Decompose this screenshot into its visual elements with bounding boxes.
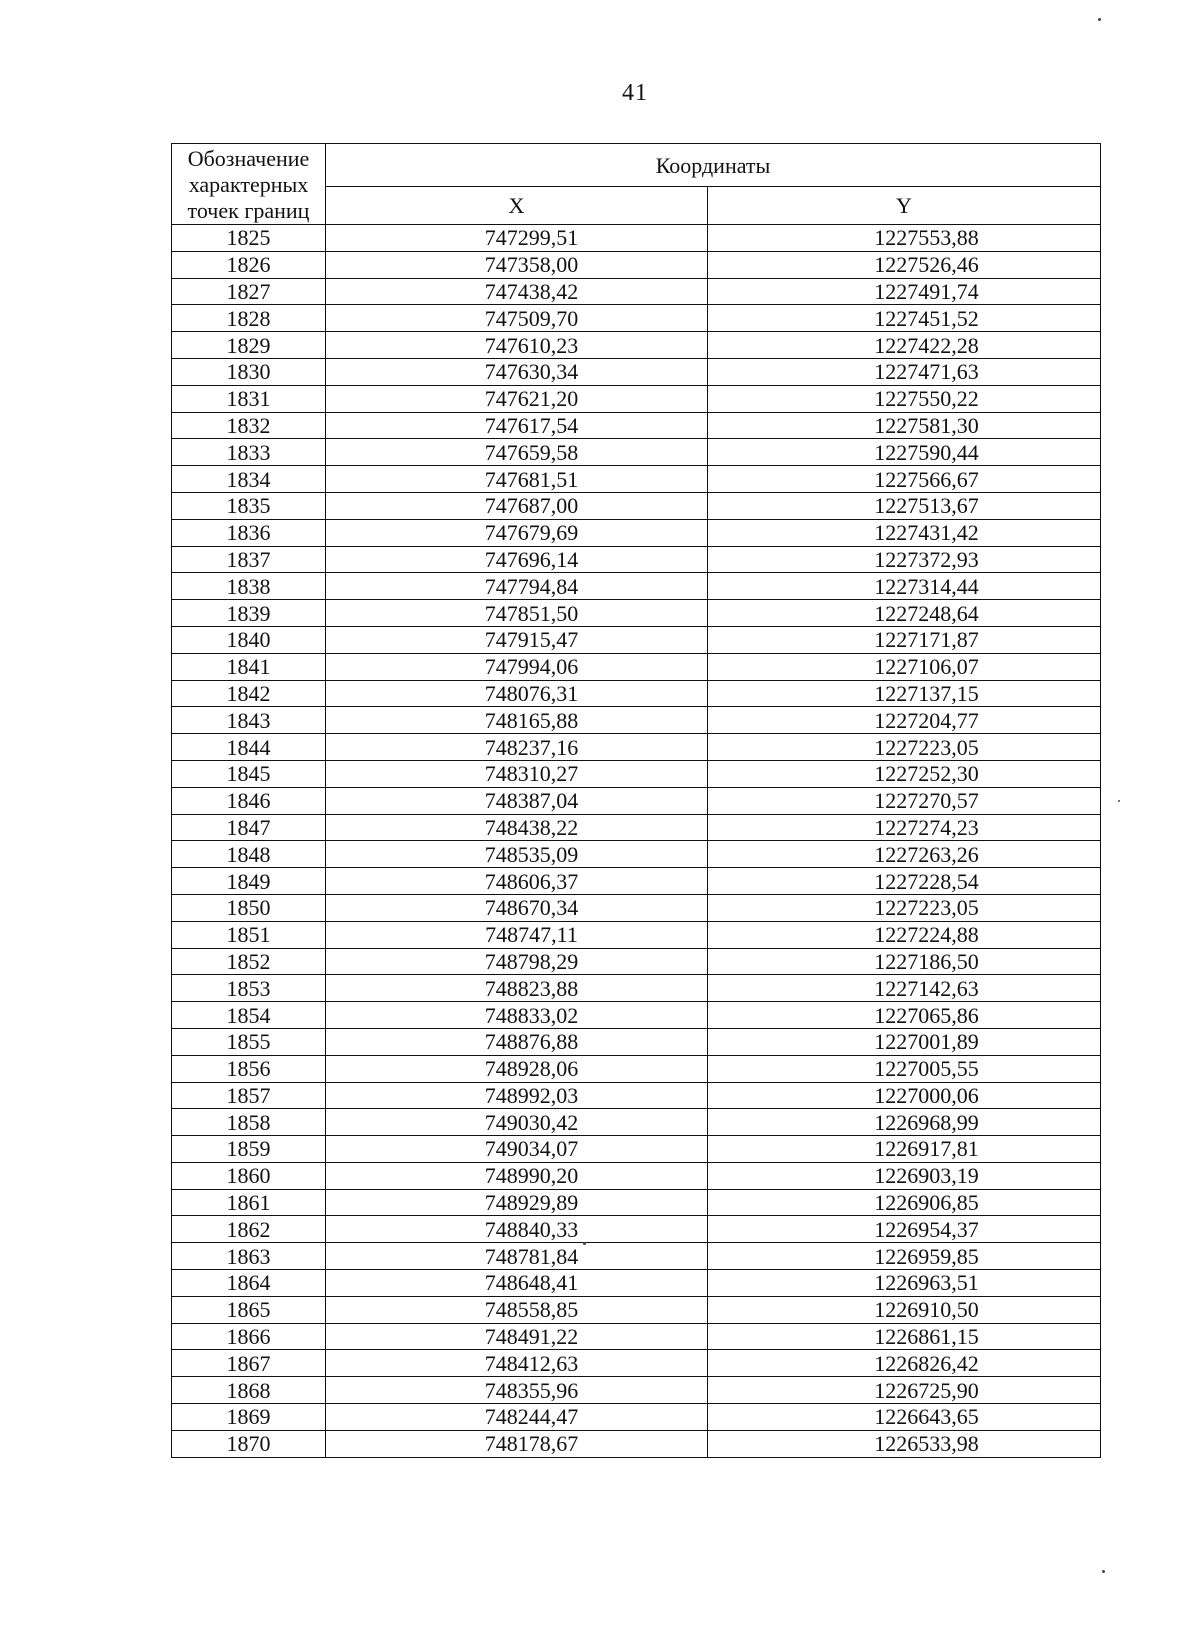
y-coordinate-cell: 1227204,77 (708, 707, 1101, 734)
x-coordinate-cell: 748670,34 (326, 894, 708, 921)
y-coordinate-cell: 1227000,06 (708, 1082, 1101, 1109)
table-row (172, 868, 1101, 895)
point-number-cell: 1831 (172, 385, 326, 412)
table-row (172, 1296, 1101, 1323)
table-row (172, 358, 1101, 385)
table-row (172, 466, 1101, 493)
point-number-cell: 1869 (172, 1404, 326, 1431)
y-coordinate-cell: 1226917,81 (708, 1136, 1101, 1163)
point-number-cell: 1860 (172, 1162, 326, 1189)
x-coordinate-cell: 748535,09 (326, 841, 708, 868)
table-row (172, 1109, 1101, 1136)
point-number-cell: 1836 (172, 519, 326, 546)
table-row (172, 1404, 1101, 1431)
y-coordinate-cell: 1227001,89 (708, 1028, 1101, 1055)
x-coordinate-cell: 748178,67 (326, 1430, 708, 1457)
x-coordinate-cell: 748491,22 (326, 1323, 708, 1350)
y-coordinate-cell: 1226903,19 (708, 1162, 1101, 1189)
point-number-cell: 1850 (172, 894, 326, 921)
x-coordinate-cell: 747681,51 (326, 466, 708, 493)
y-coordinate-cell: 1227550,22 (708, 385, 1101, 412)
table-row (172, 225, 1101, 252)
point-number-cell: 1863 (172, 1243, 326, 1270)
x-coordinate-cell: 748165,88 (326, 707, 708, 734)
x-coordinate-cell: 748747,11 (326, 921, 708, 948)
table-body (172, 225, 1101, 1458)
table-row (172, 975, 1101, 1002)
y-coordinate-cell: 1227431,42 (708, 519, 1101, 546)
point-number-cell: 1862 (172, 1216, 326, 1243)
point-number-cell: 1865 (172, 1296, 326, 1323)
y-coordinate-cell: 1227223,05 (708, 894, 1101, 921)
y-coordinate-cell: 1227422,28 (708, 332, 1101, 359)
point-number-cell: 1848 (172, 841, 326, 868)
coordinates-table (171, 143, 1101, 1458)
table-row (172, 894, 1101, 921)
x-coordinate-cell: 748558,85 (326, 1296, 708, 1323)
y-coordinate-cell: 1227005,55 (708, 1055, 1101, 1082)
point-number-cell: 1851 (172, 921, 326, 948)
table-row (172, 1189, 1101, 1216)
table-row (172, 1243, 1101, 1270)
page-number: 41 (622, 80, 648, 106)
x-coordinate-cell: 747659,58 (326, 439, 708, 466)
table-row (172, 1028, 1101, 1055)
table-row (172, 680, 1101, 707)
table-row (172, 1055, 1101, 1082)
point-number-cell: 1835 (172, 492, 326, 519)
x-coordinate-cell: 747438,42 (326, 278, 708, 305)
x-coordinate-cell: 748412,63 (326, 1350, 708, 1377)
y-coordinate-cell: 1227228,54 (708, 868, 1101, 895)
y-coordinate-cell: 1227171,87 (708, 626, 1101, 653)
y-coordinate-cell: 1227137,15 (708, 680, 1101, 707)
point-number-cell: 1856 (172, 1055, 326, 1082)
header-point-designation: Обозначение характерных точек границ (172, 144, 326, 225)
point-number-cell: 1834 (172, 466, 326, 493)
x-coordinate-cell: 747610,23 (326, 332, 708, 359)
x-coordinate-cell: 749034,07 (326, 1136, 708, 1163)
y-coordinate-cell: 1226963,51 (708, 1270, 1101, 1297)
table-row (172, 1430, 1101, 1457)
y-coordinate-cell: 1227372,93 (708, 546, 1101, 573)
x-coordinate-cell: 748310,27 (326, 760, 708, 787)
point-number-cell: 1852 (172, 948, 326, 975)
x-coordinate-cell: 747299,51 (326, 225, 708, 252)
point-number-cell: 1838 (172, 573, 326, 600)
x-coordinate-cell: 747630,34 (326, 358, 708, 385)
point-number-cell: 1829 (172, 332, 326, 359)
y-coordinate-cell: 1227223,05 (708, 734, 1101, 761)
point-number-cell: 1868 (172, 1377, 326, 1404)
x-coordinate-cell: 748876,88 (326, 1028, 708, 1055)
header-coordinates: Координаты (326, 144, 1101, 187)
table-row (172, 1082, 1101, 1109)
point-number-cell: 1854 (172, 1002, 326, 1029)
x-coordinate-cell: 748076,31 (326, 680, 708, 707)
x-coordinate-cell: 748606,37 (326, 868, 708, 895)
x-coordinate-cell: 747621,20 (326, 385, 708, 412)
table-row (172, 1216, 1101, 1243)
table-row (172, 707, 1101, 734)
x-coordinate-cell: 748438,22 (326, 814, 708, 841)
point-number-cell: 1859 (172, 1136, 326, 1163)
table-row (172, 519, 1101, 546)
y-coordinate-cell: 1226643,65 (708, 1404, 1101, 1431)
y-coordinate-cell: 1227252,30 (708, 760, 1101, 787)
point-number-cell: 1840 (172, 626, 326, 653)
x-coordinate-cell: 748992,03 (326, 1082, 708, 1109)
x-coordinate-cell: 747994,06 (326, 653, 708, 680)
point-number-cell: 1826 (172, 251, 326, 278)
x-coordinate-cell: 748781,84 (326, 1243, 708, 1270)
x-coordinate-cell: 747687,00 (326, 492, 708, 519)
table-row (172, 948, 1101, 975)
table-row (172, 412, 1101, 439)
x-coordinate-cell: 748929,89 (326, 1189, 708, 1216)
x-coordinate-cell: 747617,54 (326, 412, 708, 439)
x-coordinate-cell: 748648,41 (326, 1270, 708, 1297)
y-coordinate-cell: 1226861,15 (708, 1323, 1101, 1350)
table-row (172, 385, 1101, 412)
x-coordinate-cell: 748237,16 (326, 734, 708, 761)
table-row (172, 734, 1101, 761)
table-row (172, 1377, 1101, 1404)
header-x: X (326, 187, 708, 225)
y-coordinate-cell: 1227142,63 (708, 975, 1101, 1002)
table-row (172, 787, 1101, 814)
point-number-cell: 1837 (172, 546, 326, 573)
scan-speck (1102, 1570, 1105, 1573)
x-coordinate-cell: 748798,29 (326, 948, 708, 975)
table-row (172, 1002, 1101, 1029)
point-number-cell: 1825 (172, 225, 326, 252)
point-number-cell: 1858 (172, 1109, 326, 1136)
y-coordinate-cell: 1227274,23 (708, 814, 1101, 841)
x-coordinate-cell: 748833,02 (326, 1002, 708, 1029)
point-number-cell: 1841 (172, 653, 326, 680)
y-coordinate-cell: 1227224,88 (708, 921, 1101, 948)
y-coordinate-cell: 1227526,46 (708, 251, 1101, 278)
y-coordinate-cell: 1227513,67 (708, 492, 1101, 519)
scan-speck (1098, 18, 1101, 21)
x-coordinate-cell: 747679,69 (326, 519, 708, 546)
table-row (172, 600, 1101, 627)
x-coordinate-cell: 749030,42 (326, 1109, 708, 1136)
point-number-cell: 1857 (172, 1082, 326, 1109)
point-number-cell: 1845 (172, 760, 326, 787)
x-coordinate-cell: 747696,14 (326, 546, 708, 573)
point-number-cell: 1864 (172, 1270, 326, 1297)
table-row (172, 573, 1101, 600)
point-number-cell: 1843 (172, 707, 326, 734)
table-row (172, 1323, 1101, 1350)
point-number-cell: 1827 (172, 278, 326, 305)
point-number-cell: 1867 (172, 1350, 326, 1377)
y-coordinate-cell: 1227553,88 (708, 225, 1101, 252)
y-coordinate-cell: 1226959,85 (708, 1243, 1101, 1270)
y-coordinate-cell: 1226533,98 (708, 1430, 1101, 1457)
point-number-cell: 1832 (172, 412, 326, 439)
point-number-cell: 1839 (172, 600, 326, 627)
y-coordinate-cell: 1226968,99 (708, 1109, 1101, 1136)
point-number-cell: 1870 (172, 1430, 326, 1457)
table-row (172, 626, 1101, 653)
y-coordinate-cell: 1227270,57 (708, 787, 1101, 814)
point-number-cell: 1846 (172, 787, 326, 814)
table-row (172, 278, 1101, 305)
table-row (172, 439, 1101, 466)
y-coordinate-cell: 1227248,64 (708, 600, 1101, 627)
y-coordinate-cell: 1226910,50 (708, 1296, 1101, 1323)
table-row (172, 1270, 1101, 1297)
x-coordinate-cell: 748355,96 (326, 1377, 708, 1404)
point-number-cell: 1853 (172, 975, 326, 1002)
table-row (172, 1162, 1101, 1189)
point-number-cell: 1830 (172, 358, 326, 385)
table-row (172, 546, 1101, 573)
y-coordinate-cell: 1227491,74 (708, 278, 1101, 305)
table-row (172, 251, 1101, 278)
y-coordinate-cell: 1226725,90 (708, 1377, 1101, 1404)
x-coordinate-cell: 747358,00 (326, 251, 708, 278)
scan-speck (583, 1242, 586, 1245)
x-coordinate-cell: 747915,47 (326, 626, 708, 653)
y-coordinate-cell: 1227566,67 (708, 466, 1101, 493)
point-number-cell: 1861 (172, 1189, 326, 1216)
y-coordinate-cell: 1227451,52 (708, 305, 1101, 332)
header-y: Y (708, 187, 1101, 225)
x-coordinate-cell: 748928,06 (326, 1055, 708, 1082)
y-coordinate-cell: 1227471,63 (708, 358, 1101, 385)
table-row (172, 841, 1101, 868)
scan-speck (1118, 800, 1120, 802)
point-number-cell: 1833 (172, 439, 326, 466)
x-coordinate-cell: 748823,88 (326, 975, 708, 1002)
y-coordinate-cell: 1227263,26 (708, 841, 1101, 868)
x-coordinate-cell: 747509,70 (326, 305, 708, 332)
y-coordinate-cell: 1227590,44 (708, 439, 1101, 466)
y-coordinate-cell: 1226906,85 (708, 1189, 1101, 1216)
y-coordinate-cell: 1227106,07 (708, 653, 1101, 680)
point-number-cell: 1849 (172, 868, 326, 895)
table-row (172, 760, 1101, 787)
x-coordinate-cell: 748990,20 (326, 1162, 708, 1189)
x-coordinate-cell: 748840,33 (326, 1216, 708, 1243)
table-row (172, 492, 1101, 519)
y-coordinate-cell: 1226954,37 (708, 1216, 1101, 1243)
point-number-cell: 1847 (172, 814, 326, 841)
table-row (172, 1136, 1101, 1163)
y-coordinate-cell: 1227314,44 (708, 573, 1101, 600)
y-coordinate-cell: 1227186,50 (708, 948, 1101, 975)
table-row (172, 305, 1101, 332)
table-row (172, 814, 1101, 841)
y-coordinate-cell: 1226826,42 (708, 1350, 1101, 1377)
x-coordinate-cell: 748244,47 (326, 1404, 708, 1431)
y-coordinate-cell: 1227581,30 (708, 412, 1101, 439)
point-number-cell: 1866 (172, 1323, 326, 1350)
x-coordinate-cell: 747794,84 (326, 573, 708, 600)
table-header (172, 144, 1101, 225)
table-row (172, 1350, 1101, 1377)
point-number-cell: 1844 (172, 734, 326, 761)
point-number-cell: 1842 (172, 680, 326, 707)
point-number-cell: 1828 (172, 305, 326, 332)
x-coordinate-cell: 747851,50 (326, 600, 708, 627)
table-row (172, 332, 1101, 359)
point-number-cell: 1855 (172, 1028, 326, 1055)
x-coordinate-cell: 748387,04 (326, 787, 708, 814)
table-row (172, 653, 1101, 680)
table-row (172, 921, 1101, 948)
y-coordinate-cell: 1227065,86 (708, 1002, 1101, 1029)
